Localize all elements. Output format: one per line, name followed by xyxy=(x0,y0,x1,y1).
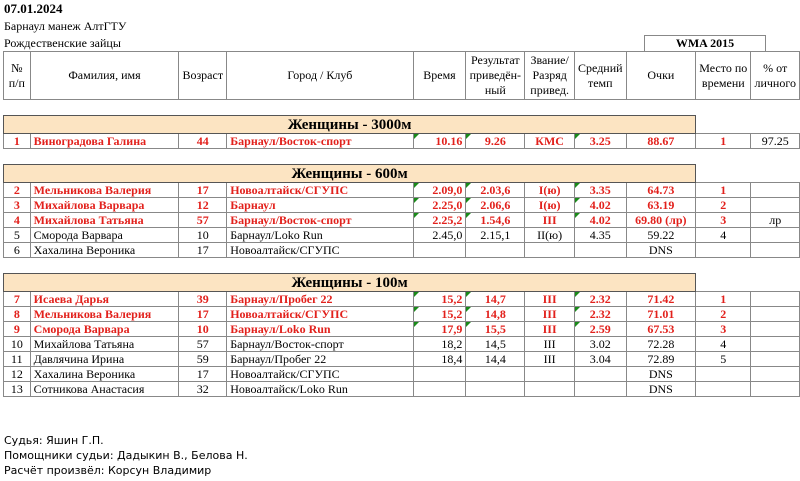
cell-club: Новоалтайск/Loko Run xyxy=(227,382,413,397)
cell-pct xyxy=(751,183,800,198)
cell-pct xyxy=(751,322,800,337)
cell-name: Сморода Варвара xyxy=(30,322,179,337)
cell-club: Барнаул/Восток-спорт xyxy=(227,134,413,149)
cell-time: 10.16 xyxy=(413,134,466,149)
cell-club: Барнаул xyxy=(227,198,413,213)
cell-n: 9 xyxy=(4,322,31,337)
cell-res xyxy=(466,367,525,382)
section-header-row xyxy=(4,116,800,134)
cell-res: 14,8 xyxy=(466,307,525,322)
cell-club: Барнаул/Восток-спорт xyxy=(227,337,413,352)
spacer-cell xyxy=(4,149,800,165)
cell-time: 2.45,0 xyxy=(413,228,466,243)
cell-pct xyxy=(751,337,800,352)
cell-pts: 63.19 xyxy=(626,198,696,213)
table-row xyxy=(4,352,800,367)
cell-res: 2.06,6 xyxy=(466,198,525,213)
cell-rank: I(ю) xyxy=(525,198,575,213)
cell-time xyxy=(413,367,466,382)
cell-name: Сотникова Анастасия xyxy=(30,382,179,397)
spacer-cell xyxy=(4,258,800,274)
col-header: Очки xyxy=(626,52,696,100)
spacer-row xyxy=(4,258,800,274)
table-row xyxy=(4,183,800,198)
cell-club: Новоалтайск/СГУПС xyxy=(227,367,413,382)
col-header: Фамилия, имя xyxy=(30,52,179,100)
cell-age: 39 xyxy=(179,292,227,307)
cell-pct xyxy=(751,292,800,307)
cell-place xyxy=(696,243,751,258)
section-header-row xyxy=(4,165,800,183)
cell-pace: 2.32 xyxy=(575,307,627,322)
cell-rank: III xyxy=(525,213,575,228)
assistants-text: Помощники судьи: Дадыкин В., Белова Н. xyxy=(4,449,248,462)
header-row xyxy=(4,52,800,100)
table-row xyxy=(4,322,800,337)
section-empty-cell xyxy=(696,165,800,183)
col-header: Город / Клуб xyxy=(227,52,413,100)
cell-res: 14,5 xyxy=(466,337,525,352)
cell-club: Барнаул/Пробег 22 xyxy=(227,292,413,307)
cell-pct xyxy=(751,367,800,382)
calc-text: Расчёт произвёл: Корсун Владимир xyxy=(4,464,212,477)
cell-rank: КМС xyxy=(525,134,575,149)
cell-place: 3 xyxy=(696,213,751,228)
cell-name: Михайлова Татьяна xyxy=(30,337,179,352)
cell-pct xyxy=(751,352,800,367)
col-header: % от личного xyxy=(751,52,800,100)
cell-age: 59 xyxy=(179,352,227,367)
col-header: Результат приведён-ный xyxy=(466,52,525,100)
cell-res: 2.03,6 xyxy=(466,183,525,198)
cell-pace: 4.02 xyxy=(575,198,627,213)
cell-rank: II(ю) xyxy=(525,228,575,243)
cell-place: 4 xyxy=(696,337,751,352)
cell-club: Новоалтайск/СГУПС xyxy=(227,183,413,198)
cell-name: Михайлова Варвара xyxy=(30,198,179,213)
cell-age: 17 xyxy=(179,307,227,322)
cell-age: 44 xyxy=(179,134,227,149)
cell-res: 2.15,1 xyxy=(466,228,525,243)
col-header: Место по времени xyxy=(696,52,751,100)
table-row xyxy=(4,292,800,307)
cell-age: 12 xyxy=(179,198,227,213)
cell-club: Новоалтайск/СГУПС xyxy=(227,243,413,258)
cell-name: Мельникова Валерия xyxy=(30,307,179,322)
section-empty-cell xyxy=(696,274,800,292)
table-row xyxy=(4,213,800,228)
cell-time: 15,2 xyxy=(413,292,466,307)
cell-time: 18,2 xyxy=(413,337,466,352)
cell-place: 4 xyxy=(696,228,751,243)
cell-time xyxy=(413,382,466,397)
cell-rank: III xyxy=(525,292,575,307)
section-title: Женщины - 600м xyxy=(4,165,696,183)
cell-pts: 88.67 xyxy=(626,134,696,149)
judge-text: Судья: Яшин Г.П. xyxy=(4,434,104,447)
cell-pts: 72.28 xyxy=(626,337,696,352)
cell-place: 2 xyxy=(696,198,751,213)
cell-age: 10 xyxy=(179,322,227,337)
cell-name: Виноградова Галина xyxy=(30,134,179,149)
cell-club: Барнаул/Пробег 22 xyxy=(227,352,413,367)
cell-pace: 3.35 xyxy=(575,183,627,198)
cell-res xyxy=(466,382,525,397)
results-table xyxy=(3,51,800,397)
cell-pts: 59.22 xyxy=(626,228,696,243)
venue-label: Барнаул манеж АлтГТУ xyxy=(4,19,127,33)
cell-pace: 2.32 xyxy=(575,292,627,307)
section-empty-cell xyxy=(696,116,800,134)
cell-club: Барнаул/Loko Run xyxy=(227,228,413,243)
cell-res: 14,4 xyxy=(466,352,525,367)
cell-rank: I(ю) xyxy=(525,183,575,198)
cell-time: 17,9 xyxy=(413,322,466,337)
col-header: Звание/ Разряд привед. xyxy=(525,52,575,100)
cell-age: 57 xyxy=(179,337,227,352)
cell-res: 14,7 xyxy=(466,292,525,307)
cell-pace xyxy=(575,367,627,382)
cell-name: Сморода Варвара xyxy=(30,228,179,243)
cell-place: 5 xyxy=(696,352,751,367)
cell-n: 2 xyxy=(4,183,31,198)
cell-age: 17 xyxy=(179,367,227,382)
cell-n: 8 xyxy=(4,307,31,322)
cell-pct: 97.25 xyxy=(751,134,800,149)
spacer-row xyxy=(4,149,800,165)
cell-club: Барнаул/Loko Run xyxy=(227,322,413,337)
cell-place xyxy=(696,367,751,382)
cell-res: 15,5 xyxy=(466,322,525,337)
cell-age: 17 xyxy=(179,243,227,258)
cell-name: Михайлова Татьяна xyxy=(30,213,179,228)
report-date: 07.01.2024 xyxy=(4,1,63,16)
cell-age: 17 xyxy=(179,183,227,198)
cell-pts: 69.80 (лр) xyxy=(626,213,696,228)
cell-pace: 3.02 xyxy=(575,337,627,352)
cell-rank xyxy=(525,382,575,397)
cell-name: Хахалина Вероника xyxy=(30,243,179,258)
table-row xyxy=(4,337,800,352)
cell-pace xyxy=(575,382,627,397)
cell-place: 1 xyxy=(696,183,751,198)
cell-club: Барнаул/Восток-спорт xyxy=(227,213,413,228)
section-title: Женщины - 100м xyxy=(4,274,696,292)
table-row xyxy=(4,198,800,213)
event-label: Рождественские зайцы xyxy=(4,36,121,50)
cell-time: 2.09,0 xyxy=(413,183,466,198)
col-header: № п/п xyxy=(4,52,31,100)
cell-rank: III xyxy=(525,352,575,367)
cell-pts: 71.42 xyxy=(626,292,696,307)
col-header: Время xyxy=(413,52,466,100)
cell-res: 9.26 xyxy=(466,134,525,149)
cell-pace xyxy=(575,243,627,258)
cell-time: 2.25,0 xyxy=(413,198,466,213)
cell-rank: III xyxy=(525,307,575,322)
cell-place: 3 xyxy=(696,322,751,337)
cell-pace: 3.04 xyxy=(575,352,627,367)
col-header: Средний темп xyxy=(575,52,627,100)
cell-place: 1 xyxy=(696,134,751,149)
cell-rank: III xyxy=(525,337,575,352)
section-header-row xyxy=(4,274,800,292)
cell-age: 10 xyxy=(179,228,227,243)
cell-age: 32 xyxy=(179,382,227,397)
table-row xyxy=(4,307,800,322)
cell-pct xyxy=(751,382,800,397)
table-row xyxy=(4,243,800,258)
cell-time: 18,4 xyxy=(413,352,466,367)
cell-club: Новоалтайск/СГУПС xyxy=(227,307,413,322)
cell-pts: 71.01 xyxy=(626,307,696,322)
table-row xyxy=(4,367,800,382)
cell-pace: 4.02 xyxy=(575,213,627,228)
table-row xyxy=(4,382,800,397)
cell-pace: 3.25 xyxy=(575,134,627,149)
spacer-row xyxy=(4,100,800,116)
cell-n: 10 xyxy=(4,337,31,352)
cell-pts: 67.53 xyxy=(626,322,696,337)
cell-place xyxy=(696,382,751,397)
cell-pct: лр xyxy=(751,213,800,228)
cell-pts: 72.89 xyxy=(626,352,696,367)
cell-name: Мельникова Валерия xyxy=(30,183,179,198)
cell-place: 1 xyxy=(696,292,751,307)
cell-pct xyxy=(751,228,800,243)
cell-n: 5 xyxy=(4,228,31,243)
cell-n: 3 xyxy=(4,198,31,213)
section-title: Женщины - 3000м xyxy=(4,116,696,134)
cell-pace: 2.59 xyxy=(575,322,627,337)
table-row xyxy=(4,134,800,149)
cell-time: 2.25,2 xyxy=(413,213,466,228)
cell-rank xyxy=(525,243,575,258)
wma-label: WMA 2015 xyxy=(644,35,766,51)
cell-res: 1.54,6 xyxy=(466,213,525,228)
cell-n: 4 xyxy=(4,213,31,228)
cell-place: 2 xyxy=(696,307,751,322)
cell-n: 11 xyxy=(4,352,31,367)
cell-pts: DNS xyxy=(626,382,696,397)
col-header: Возраст xyxy=(179,52,227,100)
cell-pace: 4.35 xyxy=(575,228,627,243)
cell-pct xyxy=(751,307,800,322)
cell-pts: DNS xyxy=(626,243,696,258)
cell-time: 15,2 xyxy=(413,307,466,322)
cell-pts: 64.73 xyxy=(626,183,696,198)
cell-n: 1 xyxy=(4,134,31,149)
cell-pct xyxy=(751,243,800,258)
cell-time xyxy=(413,243,466,258)
cell-rank: III xyxy=(525,322,575,337)
cell-name: Хахалина Вероника xyxy=(30,367,179,382)
cell-pct xyxy=(751,198,800,213)
cell-age: 57 xyxy=(179,213,227,228)
cell-n: 13 xyxy=(4,382,31,397)
cell-pts: DNS xyxy=(626,367,696,382)
cell-res xyxy=(466,243,525,258)
cell-n: 7 xyxy=(4,292,31,307)
cell-rank xyxy=(525,367,575,382)
spacer-cell xyxy=(4,100,800,116)
cell-n: 12 xyxy=(4,367,31,382)
table-row xyxy=(4,228,800,243)
cell-n: 6 xyxy=(4,243,31,258)
cell-name: Исаева Дарья xyxy=(30,292,179,307)
cell-name: Давлячина Ирина xyxy=(30,352,179,367)
